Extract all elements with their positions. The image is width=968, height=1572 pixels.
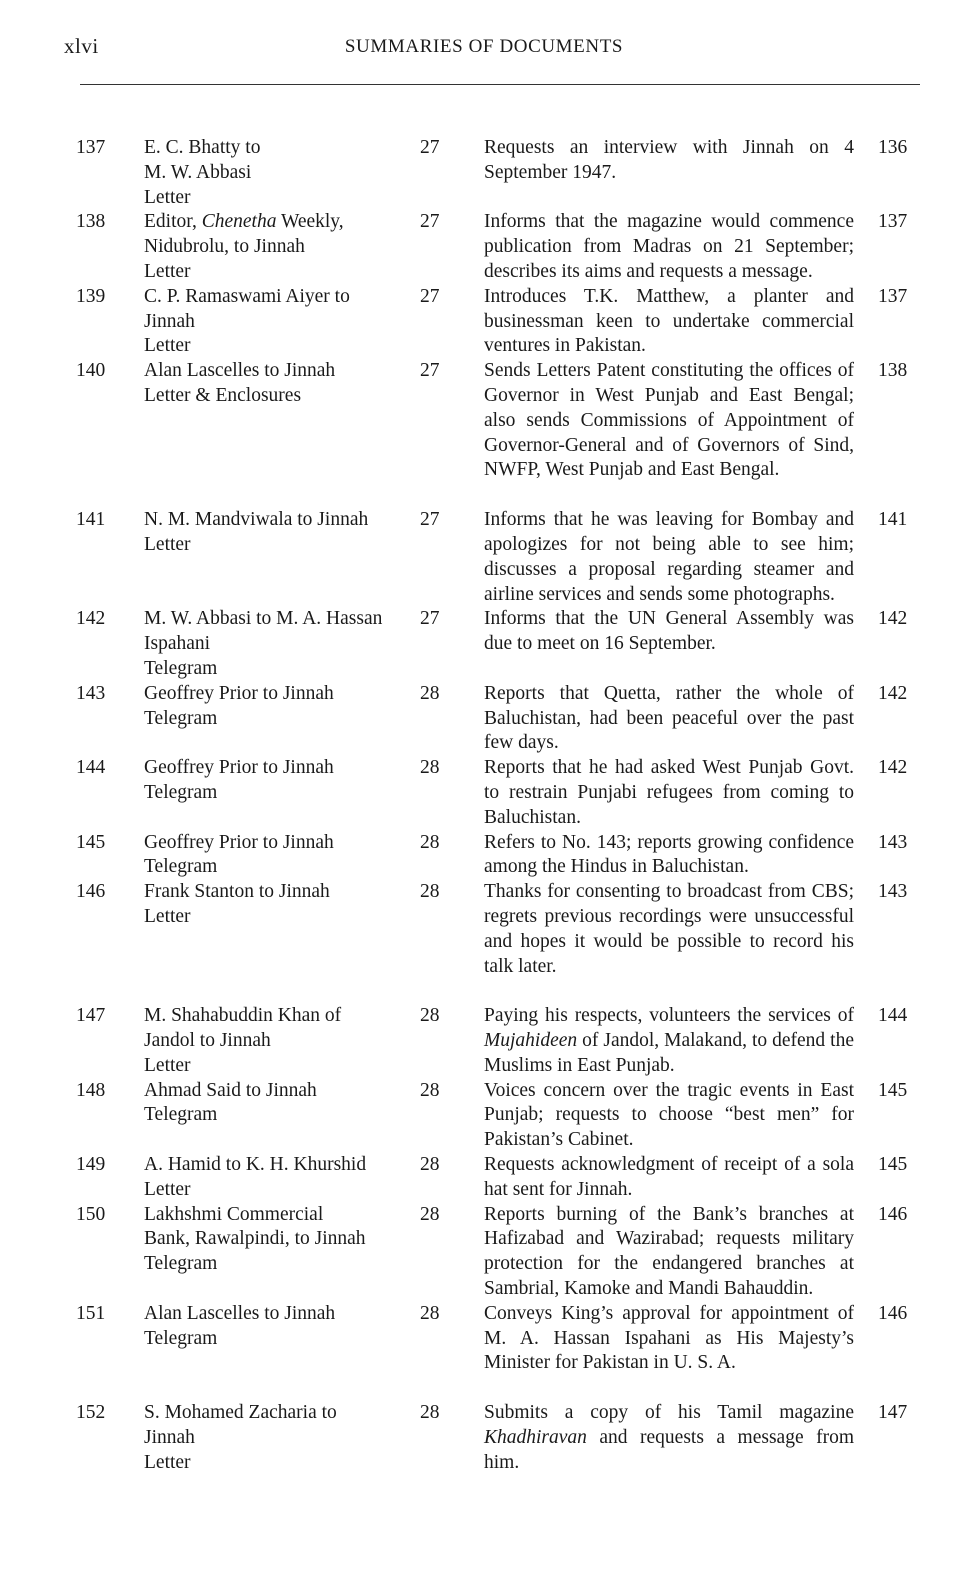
document-date: 28 bbox=[420, 1079, 440, 1101]
running-head: SUMMARIES OF DOCUMENTS bbox=[344, 36, 624, 57]
page-reference: 142 bbox=[878, 682, 908, 704]
document-number: 147 bbox=[76, 1005, 106, 1027]
document-sender: E. C. Bhatty to M. W. Abbasi Letter bbox=[144, 137, 261, 208]
document-summary: Informs that the UN General Assembly was due to meet on 16 September. bbox=[484, 608, 854, 655]
table-row bbox=[0, 756, 968, 830]
document-number: 142 bbox=[76, 608, 106, 630]
document-summary: Requests an interview with Jinnah on 4 September 1947. bbox=[484, 137, 854, 183]
document-date: 27 bbox=[420, 211, 440, 233]
page-reference: 147 bbox=[878, 1402, 908, 1424]
document-date: 28 bbox=[420, 1154, 440, 1176]
document-sender: M. Shahabuddin Khan of Jandol to Jinnah Letter bbox=[144, 1005, 342, 1076]
document-summary: Conveys King’s approval for appointment of M. A. Hassan Ispahani as His Majesty’s Minister for Pakistan in U. S. A. bbox=[484, 1302, 854, 1374]
document-sender: Alan Lascelles to Jinnah Telegram bbox=[144, 1302, 336, 1349]
table-row bbox=[0, 1153, 968, 1203]
document-date: 28 bbox=[420, 1302, 440, 1324]
document-summary: Voices concern over the tragic events in East Punjab; requests to choose “best men” for Pakistan’s Cabinet. bbox=[484, 1079, 854, 1151]
table-row bbox=[0, 508, 968, 607]
document-summary: Requests acknowledgment of receipt of a sola hat sent for Jinnah. bbox=[484, 1154, 854, 1200]
document-summary: Reports that he had asked West Punjab Govt. to restrain Punjabi refugees from coming to Baluchistan. bbox=[484, 757, 854, 828]
document-number: 150 bbox=[76, 1203, 106, 1225]
document-sender: M. W. Abbasi to M. A. Hassan Ispahani Telegram bbox=[144, 608, 383, 679]
document-number: 144 bbox=[76, 757, 106, 779]
document-sender: Geoffrey Prior to Jinnah Telegram bbox=[144, 831, 334, 878]
document-date: 27 bbox=[420, 137, 440, 158]
document-sender: Editor, Chenetha Weekly, Nidubrolu, to Jinnah Letter bbox=[144, 211, 344, 282]
document-summary: Refers to No. 143; reports growing confidence among the Hindus in Baluchistan. bbox=[484, 831, 854, 878]
document-number: 149 bbox=[76, 1154, 106, 1176]
table-row bbox=[0, 1079, 968, 1153]
document-sender: Lakhshmi Commercial Bank, Rawalpindi, to Jinnah Telegram bbox=[144, 1203, 366, 1275]
page-reference: 143 bbox=[878, 881, 908, 903]
table-row bbox=[0, 359, 968, 483]
table-row bbox=[0, 1203, 968, 1302]
document-summary: Informs that he was leaving for Bombay and apologizes for not being able to see him; discusses a proposal regarding steamer and airline services and sends some photographs. bbox=[484, 509, 854, 605]
document-sender: Geoffrey Prior to Jinnah Telegram bbox=[144, 757, 334, 803]
document-sender: Ahmad Said to Jinnah Telegram bbox=[144, 1079, 317, 1126]
page-reference: 141 bbox=[878, 509, 908, 531]
document-number: 140 bbox=[76, 360, 106, 382]
page-reference: 138 bbox=[878, 360, 908, 382]
document-date: 28 bbox=[420, 1203, 440, 1225]
document-number: 137 bbox=[76, 137, 106, 158]
page-reference: 145 bbox=[878, 1154, 908, 1176]
header-rule bbox=[80, 84, 920, 85]
document-summary: Informs that the magazine would commence publication from Madras on 21 September; describes its aims and requests a message. bbox=[484, 211, 854, 282]
document-number: 148 bbox=[76, 1079, 106, 1101]
page-reference: 146 bbox=[878, 1203, 908, 1225]
table-row bbox=[0, 1401, 968, 1475]
document-summary: Sends Letters Patent constituting the offices of Governor in West Punjab and East Bengal; also sends Commissions of Appointment of Governor-General and of Governors of Sind, NWFP, West Punjab and East Bengal. bbox=[484, 360, 854, 481]
document-number: 143 bbox=[76, 682, 106, 704]
document-sender: S. Mohamed Zacharia to Jinnah Letter bbox=[144, 1402, 337, 1473]
table-row bbox=[0, 136, 968, 210]
page-number: xlvi bbox=[64, 34, 99, 58]
document-date: 28 bbox=[420, 881, 440, 903]
document-date: 28 bbox=[420, 1005, 440, 1027]
document-summary: Reports that Quetta, rather the whole of Baluchistan, had been peaceful over the past few days. bbox=[484, 682, 854, 754]
page-reference: 146 bbox=[878, 1302, 908, 1324]
page-reference: 142 bbox=[878, 608, 908, 630]
table-row bbox=[0, 880, 968, 979]
page-reference: 144 bbox=[878, 1005, 908, 1027]
page-reference: 136 bbox=[878, 137, 908, 158]
document-sender: Geoffrey Prior to Jinnah Telegram bbox=[144, 682, 334, 729]
document-number: 152 bbox=[76, 1402, 106, 1424]
summary-table bbox=[0, 136, 968, 1476]
document-date: 28 bbox=[420, 1402, 440, 1424]
table-row bbox=[0, 1302, 968, 1376]
table-row bbox=[0, 285, 968, 359]
document-sender: N. M. Mandviwala to Jinnah Letter bbox=[144, 509, 369, 555]
document-number: 141 bbox=[76, 509, 106, 531]
page-reference: 137 bbox=[878, 211, 908, 233]
table-row bbox=[0, 682, 968, 756]
table-row bbox=[0, 607, 968, 681]
page-reference: 145 bbox=[878, 1079, 908, 1101]
document-summary: Thanks for consenting to broadcast from CBS; regrets previous recordings were unsuccessful and hopes it would be possible to record his talk later. bbox=[484, 881, 854, 977]
document-date: 27 bbox=[420, 509, 440, 531]
document-summary: Introduces T.K. Matthew, a planter and businessman keen to undertake commercial ventures in Pakistan. bbox=[484, 285, 854, 357]
document-number: 138 bbox=[76, 211, 106, 233]
document-summary: Submits a copy of his Tamil magazine Khadhiravan and requests a message from him. bbox=[484, 1402, 854, 1473]
document-number: 146 bbox=[76, 881, 106, 903]
document-number: 145 bbox=[76, 831, 106, 853]
page-reference: 143 bbox=[878, 831, 908, 853]
document-date: 28 bbox=[420, 757, 440, 779]
page-reference: 137 bbox=[878, 285, 908, 307]
document-summary: Reports burning of the Bank’s branches at Hafizabad and Wazirabad; requests military protection for the endangered branches at Sambrial, Kamoke and Mandi Bahauddin. bbox=[484, 1203, 854, 1300]
document-sender: Frank Stanton to Jinnah Letter bbox=[144, 881, 330, 927]
document-number: 151 bbox=[76, 1302, 106, 1324]
table-row bbox=[0, 1004, 968, 1078]
table-row bbox=[0, 831, 968, 881]
document-date: 28 bbox=[420, 831, 440, 853]
document-sender: C. P. Ramaswami Aiyer to Jinnah Letter bbox=[144, 285, 350, 357]
document-summary: Paying his respects, volunteers the services of Mujahideen of Jandol, Malakand, to defend the Muslims in East Punjab. bbox=[484, 1005, 854, 1076]
document-date: 27 bbox=[420, 608, 440, 630]
page-reference: 142 bbox=[878, 757, 908, 779]
document-sender: A. Hamid to K. H. Khurshid Letter bbox=[144, 1154, 367, 1200]
document-date: 27 bbox=[420, 285, 440, 307]
document-date: 28 bbox=[420, 682, 440, 704]
document-number: 139 bbox=[76, 285, 106, 307]
document-sender: Alan Lascelles to Jinnah Letter & Enclosures bbox=[144, 360, 336, 406]
table-row bbox=[0, 210, 968, 284]
document-date: 27 bbox=[420, 360, 440, 382]
